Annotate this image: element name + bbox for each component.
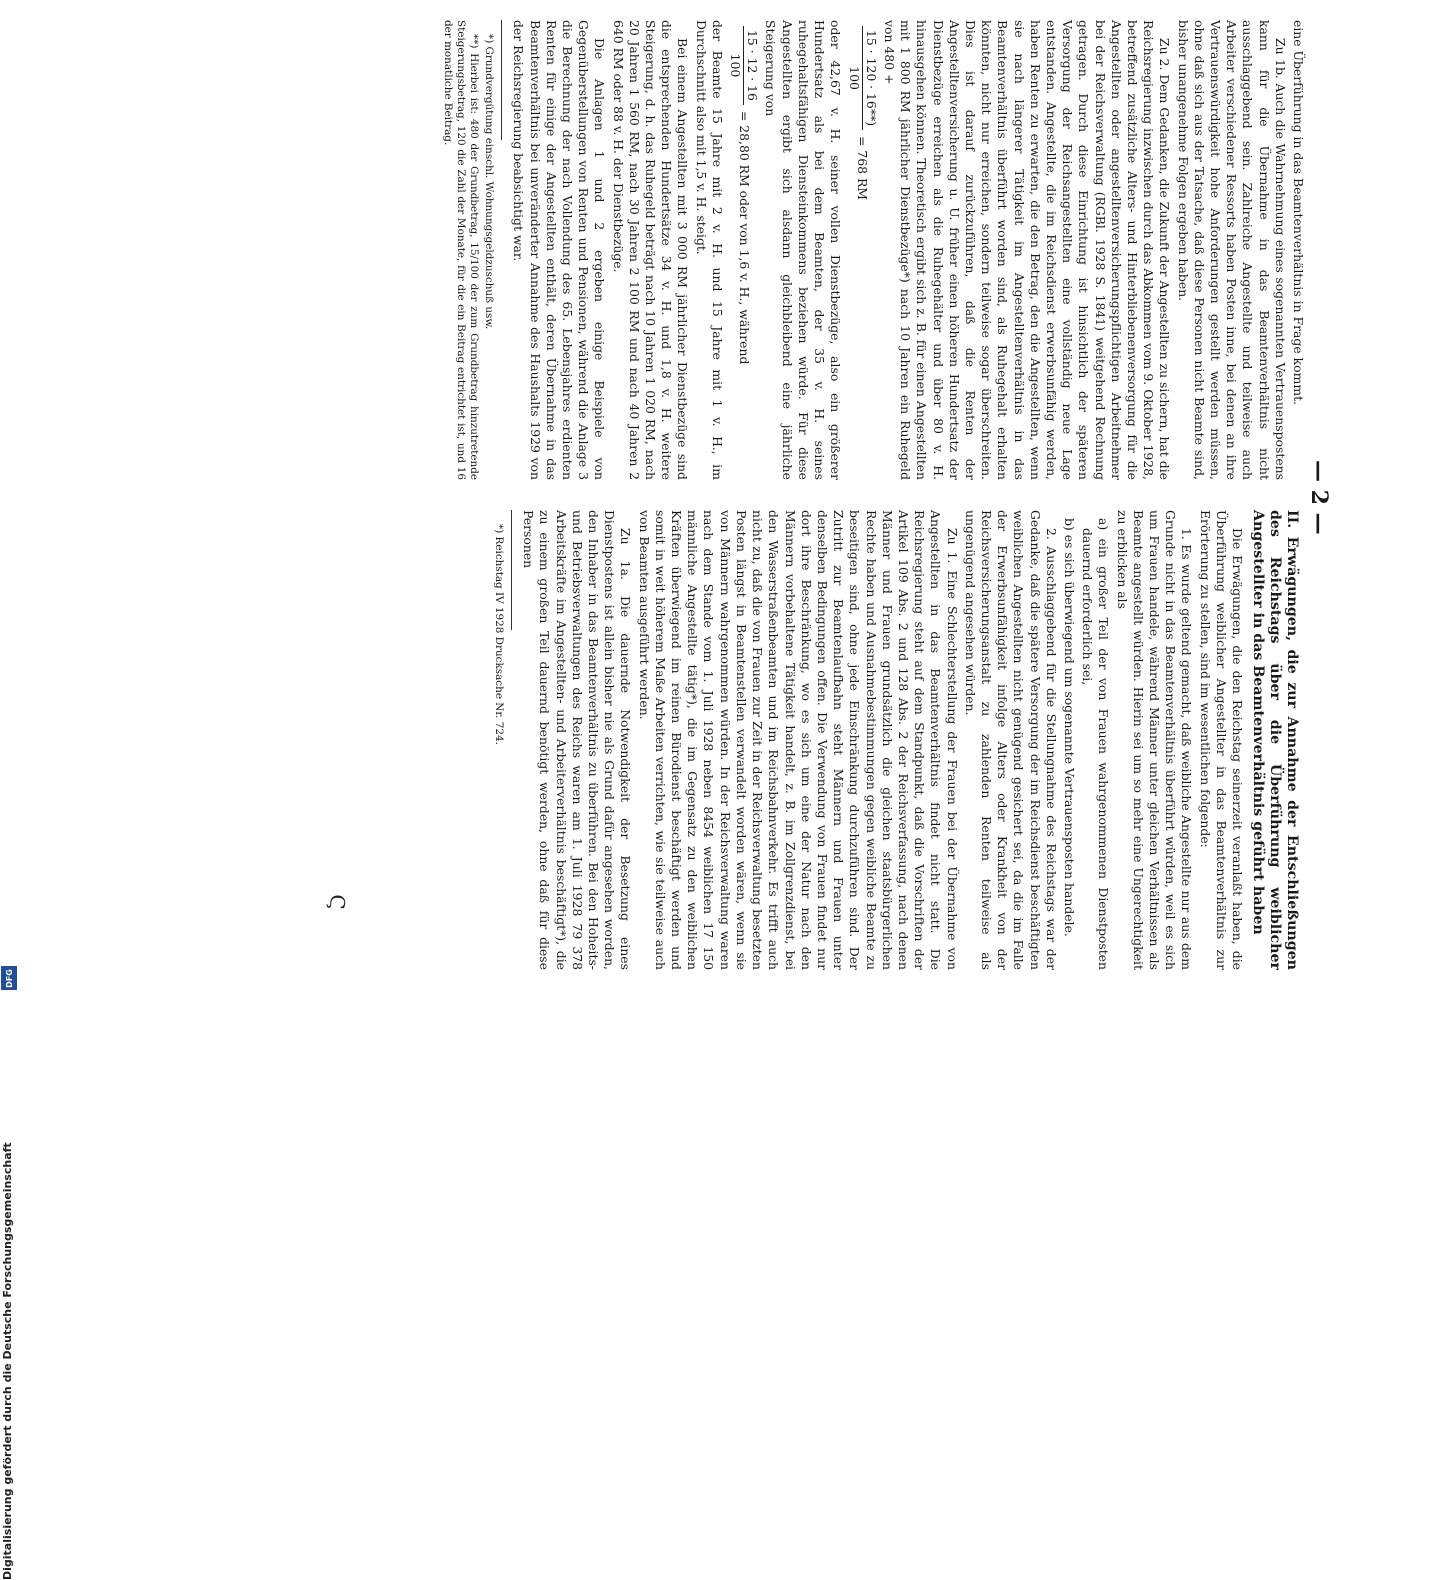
paragraph: Die Erwägungen, die den Reichstag seinerzeit veranlaßt haben, die Überführung weiblicher Angestellter in das Beamtenverhältnis zur Erörterung zu stellen, sind im wesentlichen folgende: bbox=[1197, 510, 1245, 970]
digitization-credit: Digitalisierung gefördert durch die Deutsche Forschungsgemeinschaft bbox=[1, 1142, 14, 1580]
paragraph: eine Überführung in das Beamtenverhältnis in Frage kommt. bbox=[1291, 20, 1306, 406]
fraction-denominator: 100 bbox=[728, 53, 744, 78]
section-heading: II. Erwägungen, die zur Annahme der Entschließungen des Reichstags über die Überführung weiblicher Angestellter in das Beamtenverhältnis geführt haben bbox=[1250, 510, 1300, 970]
paragraph: oder 42,67 v. H. seiner vollen Dienstbezüge, also ein größerer Hundertsatz als bei dem Beamten, der 35 v. H. seines ruhegehaltsfähigen Diensteinkommens beziehen würde. Für diese Angestellten ergibt sich alsdann gleichbleibend eine jährliche Steigerung von bbox=[763, 20, 844, 480]
dfg-logo bbox=[1, 966, 17, 990]
fraction-numerator: 15 · 120 · 16**) bbox=[862, 26, 879, 130]
footnote: *) Reichstag IV 1928 Drucksache Nr. 724. bbox=[493, 524, 506, 745]
paragraph: Bei einem Angestellten mit 3 000 RM jährlicher Dienstbezüge sind die entsprechenden Hundertsätze 34 v. H. und 1,8 v. H. weitere Steigerung, d. h. das Ruhegeld beträgt nach 10 Jahren 1 020 RM, nach 20 Jahren 1 560 RM, nach 30 Jahren 2 100 RM und nach 40 Jahren 2 640 RM oder 88 v. H. der Dienstbezüge. bbox=[610, 20, 691, 480]
formula-2 bbox=[727, 20, 760, 480]
dfg-logo-text: DFG bbox=[4, 968, 14, 988]
formula-1 bbox=[845, 20, 878, 480]
fraction-numerator: 15 · 12 · 16 bbox=[743, 26, 760, 105]
footnote-divider bbox=[501, 20, 502, 140]
formula-result: = 28,80 RM oder von 1,6 v. H., während bbox=[736, 110, 752, 365]
paragraph: 2. Ausschlaggebend für die Stellungnahme des Reichstags war der Gedanke, daß die spätere Versorgung der im Reichsdienst beschäftigten weiblichen Angestellten nicht genügend gesichert sei, da die im Falle der Erwerbsunfähigkeit infolge Alters oder Krankheit von der Reichsversicherungsanstalt zu zahlenden Renten teilweise als ungenügend angesehen würden. bbox=[962, 510, 1059, 970]
column-1 bbox=[438, 20, 1306, 480]
list-item: a) ein großer Teil der von Frauen wahrgenommenen Dienstposten dauernd erforderlich sei, bbox=[1080, 518, 1112, 970]
footnote: **) Hierbei ist: 480 der Grundbetrag, 15/100 der zum Grundbetrag hinzutretende Steigerungsbetrag, 120 die Zahl der Monate, für die ein Beitrag entrichtet ist, und 16 der monatliche Beitrag. bbox=[441, 20, 481, 480]
column-2 bbox=[490, 510, 1306, 970]
side-credit-strip bbox=[0, 600, 18, 1580]
list-item: b) es sich überwiegend um sogenannte Vertrauensposten handele. bbox=[1061, 518, 1077, 937]
fraction-denominator: 100 bbox=[846, 66, 862, 90]
paragraph: Zu 2. Dem Gedanken, die Zukunft der Angestellten zu sichern, hat die Reichsregierung inzwischen durch das Abkommen vom 9. Oktober 1928, betreffend zusätzliche Alters- und Hinterbliebenenversorgung für die Angestellten oder angestelltenversicherungspflichtigen Arbeitnehmer bei der Reichsverwaltung (RGBl. 1928 S. 1841) weitgehend Rechnung getragen. Durch diese Einrichtung ist hinsichtlich der späteren Versorgung der Reichsangestellten eine vollständig neue Lage entstanden. Angestellte, die im Reichsdienst erwerbsunfähig werden, haben Renten zu erwarten, die den Betrag, den die Angestellten, wenn sie nach längerer Tätigkeit im Angestelltenverhältnis in das Beamtenverhältnis überführt worden sind, als Ruhegehalt erhalten könnten, nicht nur erreichen, sondern teilweise sogar überschreiten. Dies ist darauf zurückzuführen, daß die Renten der Angestelltenversicherung u. U. früher einen höheren Hundertsatz der Dienstbezüge erreichen als die Ruhegehälter und über 80 v. H. hinausgehen können. Theoretisch ergibt sich z. B. für einen Angestellten mit 1 800 RM jährlicher Dienstbezüge*) nach 10 Jahren ein Ruhegeld von 480 + bbox=[881, 20, 1173, 480]
fraction bbox=[727, 26, 760, 105]
paragraph: Die Anlagen 1 und 2 ergeben einige Beispiele von Gegenüberstellungen von Renten und Pensionen, während die Anlage 3 die Berechnung der nach Vollendung des 65. Lebensjahres erdienten Renten für einige der Angestellten enthält, deren Übernahme in das Beamtenverhältnis bei unveränderter Annahme des Haushalts 1929 von der Reichsregierung beabsichtigt war. bbox=[511, 20, 608, 480]
paragraph: Zu 1a. Die dauernde Notwendigkeit der Besetzung eines Dienstpostens ist allein bisher nie als Grund dafür angesehen worden, den Inhaber in das Beamtenverhältnis zu überführen. Bei den Hoheits- und Betriebsverwaltungen des Reichs waren am 1. Juli 1928 79 378 Arbeitskräfte im Angestellten- und Arbeiterverhältnis beschäftigt*), die zu einem großen Teil dauernd benötigt werden, ohne daß für diese Personen bbox=[521, 510, 634, 970]
fraction bbox=[845, 26, 878, 130]
page-number: — 2 — bbox=[1306, 460, 1332, 535]
paragraph: Zu 1. Eine Schlechterstellung der Frauen bei der Übernahme von Angestellten in das Beamtenverhältnis findet nicht statt. Die Reichsregierung steht auf dem Standpunkt, daß die Vorschriften der Artikel 109 Abs. 2 und 128 Abs. 2 der Reichsverfassung, nach denen Männer und Frauen grundsätzlich die gleichen staatsbürgerlichen Rechte haben und Ausnahmebestimmungen gegen weibliche Beamte zu beseitigen sind, ohne jede Einschränkung durchzuführen sind. Der Zutritt zur Beamtenlaufbahn steht Männern und Frauen unter denselben Bedingungen offen. Die Verwendung von Frauen findet nur dort ihre Beschränkung, wo es sich um eine der Natur nach den Männern vorbehaltene Tätigkeit handelt, z. B. im Zollgrenzdienst, bei den Wasserstraßenbeamten und im Reichsbahnverkehr. Es trifft auch nicht zu, daß die von Frauen zur Zeit in der Reichsverwaltung besetzten Posten längst in Beamtenstellen verwandelt worden wären, wenn sie von Männern wahrgenommen würden. In der Reichsverwaltung waren nach dem Stande vom 1. Juli 1928 neben 8454 weiblichen 17 150 männliche Angestellte tätig*), die im Gegensatz zu den weiblichen Kräften überwiegend im reinen Bürodienst beschäftigt werden und somit in weit höherem Maße Arbeiten verrichten, wie sie teilweise auch von Beamten ausgeführt werden. bbox=[636, 510, 960, 970]
rotated-content bbox=[160, 20, 1332, 970]
paragraph: 1. Es wurde geltend gemacht, daß weibliche Angestellte nur aus dem Grunde nicht in das Beamtenverhältnis überführt würden, weil es sich um Frauen handele, während Männer unter gleichen Verhältnissen als Beamte angestellt würden. Hierin sei um so mehr eine Ungerechtigkeit zu erblicken als bbox=[1114, 510, 1195, 970]
paragraph: Zu 1b. Auch die Wahrnehmung eines sogenannten Vertrauenspostens kann für die Übernahme in das Beamtenverhältnis nicht ausschlaggebend sein. Zahlreiche Angestellte und teilweise auch Arbeiter verschiedener Ressorts haben Posten inne, bei denen an ihre Vertrauenswürdigkeit hohe Anforderungen gestellt werden müssen, ohne daß sich aus der Tatsache, daß diese Personen nicht Beamte sind, bisher unangenehme Folgen ergeben haben. bbox=[1175, 20, 1288, 480]
paragraph: der Beamte 15 Jahre mit 2 v. H. und 15 Jahre mit 1 v. H., im Durchschnitt also mit 1,5 v. H. steigt. bbox=[693, 20, 725, 480]
formula-result: = 768 RM bbox=[855, 136, 871, 200]
handwritten-bracket-mark: Ϛ bbox=[325, 894, 350, 910]
footnote-divider bbox=[511, 510, 512, 630]
footnote: *) Grundvergütung einschl. Wohnungsgeldzuschuß usw. bbox=[483, 34, 496, 330]
